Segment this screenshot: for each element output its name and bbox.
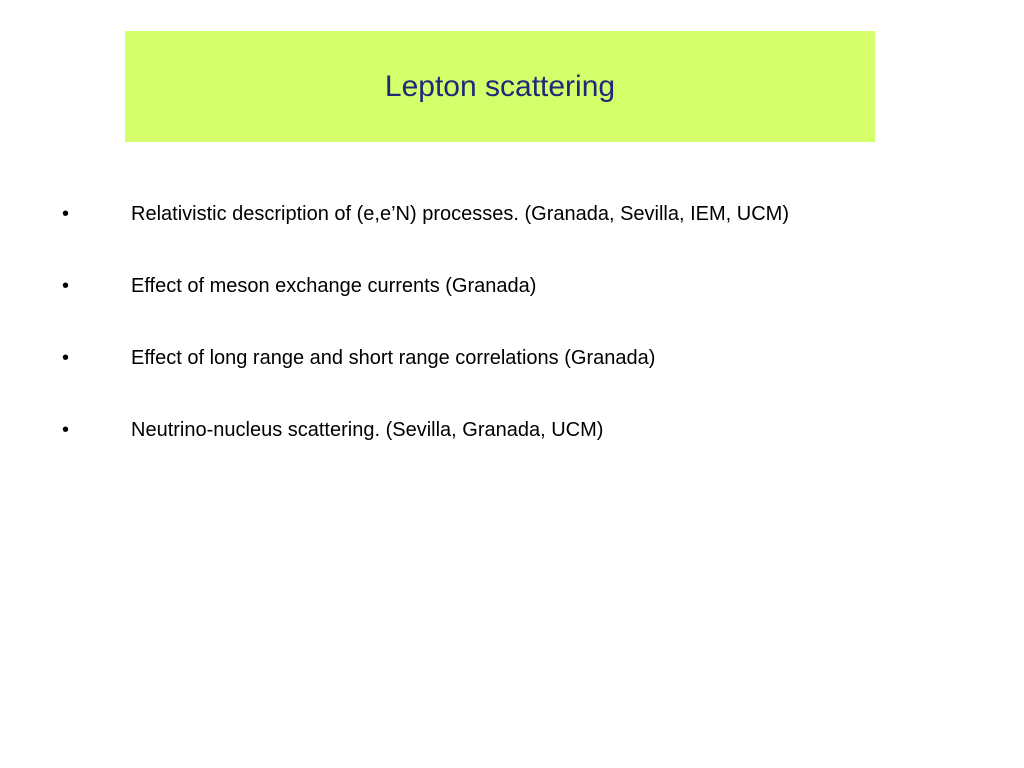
bullet-icon: • <box>62 419 70 441</box>
title-banner <box>125 31 875 142</box>
bullet-icon: • <box>62 347 70 369</box>
bullet-text: Relativistic description of (e,e’N) processes. (Granada, Sevilla, IEM, UCM) <box>131 203 789 225</box>
list-item <box>62 415 922 446</box>
list-item <box>62 199 922 230</box>
bullet-icon: • <box>62 203 70 225</box>
bullet-text: Effect of meson exchange currents (Granada) <box>131 275 537 297</box>
bullet-text: Neutrino-nucleus scattering. (Sevilla, Granada, UCM) <box>131 419 604 441</box>
bullet-icon: • <box>62 275 70 297</box>
bullet-text: Effect of long range and short range correlations (Granada) <box>131 347 656 369</box>
bullet-list <box>62 199 922 487</box>
slide-title: Lepton scattering <box>384 69 616 103</box>
list-item <box>62 271 922 302</box>
list-item <box>62 343 922 374</box>
